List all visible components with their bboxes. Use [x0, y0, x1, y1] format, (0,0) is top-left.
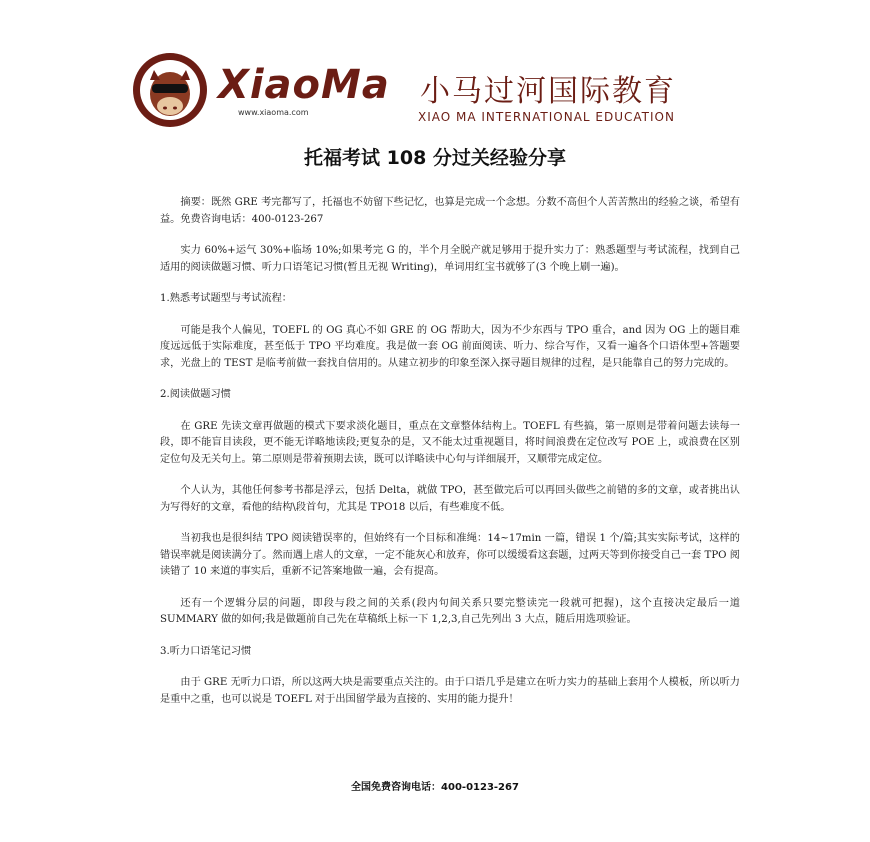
- section-heading: 3.听力口语笔记习惯: [160, 645, 252, 657]
- document-body: [160, 195, 740, 723]
- brand-latin: XiaoMa: [218, 62, 390, 108]
- paragraph: 由于 GRE 无听力口语，所以这两大块是需要重点关注的。由于口语几乎是建立在听力实力的基础上套用个人模板，所以听力是重中之重，也可以说是 TOEFL 对于出国留学最为直接的、实用的能力提升！: [160, 677, 740, 705]
- paragraph: 在 GRE 先读文章再做题的模式下要求淡化题目，重点在文章整体结构上。TOEFL 有些搞，第一原则是带着问题去读每一段，即不能盲目读段，更不能无详略地读段;更复杂的是，又不能太过重视题目，将时间浪费在定位改写 POE 上，或浪费在区别定位句及无关句上。第二原则是带着预期去读，既可以详略读中心句与详细展开，又顺带完成定位。: [160, 420, 740, 465]
- footer-hotline: 全国免费咨询电话：400-0123-267: [351, 782, 519, 793]
- brand-english: XIAO MA INTERNATIONAL EDUCATION: [418, 110, 675, 124]
- paragraph: 实力 60%+运气 30%+临场 10%;如果考完 G 的，半个月全脱产就足够用于提升实力了：熟悉题型与考试流程，找到自己适用的阅读做题习惯、听力口语笔记习惯(暂且无视 Writing)，单词用红宝书就够了(3 个晚上刷一遍)。: [160, 245, 740, 273]
- brand-url: www.xiaoma.com: [238, 108, 309, 117]
- brand-header: [130, 50, 720, 130]
- paragraph: 还有一个逻辑分层的问题，即段与段之间的关系(段内句间关系只要完整读完一段就可把握)，这个直接决定最后一道 SUMMARY 做的如何;我是做题前自己先在草稿纸上标一下 1,2,3,自己先列出 3 大点，随后用选项验证。: [160, 597, 740, 625]
- document-title: 托福考试 108 分过关经验分享: [304, 147, 566, 169]
- paragraph: 摘要：既然 GRE 考完都写了，托福也不妨留下些记忆，也算是完成一个念想。分数不高但个人苦苦熬出的经验之谈，希望有益。免费咨询电话：400-0123-267: [160, 197, 740, 225]
- paragraph: 个人认为，其他任何参考书都是浮云，包括 Delta，就做 TPO，甚至做完后可以再回头做些之前错的多的文章，或者挑出认为写得好的文章，看他的结构\段首句，尤其是 TPO18 以后，有些难度不低。: [160, 485, 740, 513]
- paragraph: 当初我也是很纠结 TPO 阅读错误率的，但始终有一个目标和准绳：14~17min 一篇，错误 1 个/篇;其实实际考试，这样的错误率就是阅读满分了。然而遇上虐人的文章，一定不能灰心和放弃，你可以缓缓看这套题，过两天等到你接受自己一套 TPO 阅读错了 10 来道的事实后，重新不记答案地做一遍，会有提高。: [160, 533, 740, 577]
- section-heading: 2.阅读做题习惯: [160, 389, 231, 400]
- horse-mascot-logo: [130, 50, 210, 130]
- paragraph: 可能是我个人偏见，TOEFL 的 OG 真心不如 GRE 的 OG 帮助大，因为不少东西与 TPO 重合，and 因为 OG 上的题目难度远远低于实际难度，甚至低于 TPO 平均难度。我是做一套 OG 前面阅读、听力、综合写作，又看一遍各个口语体型+答题要求，光盘上的 TEST 是临考前做一套找自信用的。从建立初步的印象至深入探寻题目规律的过程，是只能靠自己的努力完成的。: [160, 324, 740, 369]
- section-heading: 1.熟悉考试题型与考试流程：: [160, 293, 292, 304]
- brand-chinese: 小马过河国际教育: [420, 74, 676, 109]
